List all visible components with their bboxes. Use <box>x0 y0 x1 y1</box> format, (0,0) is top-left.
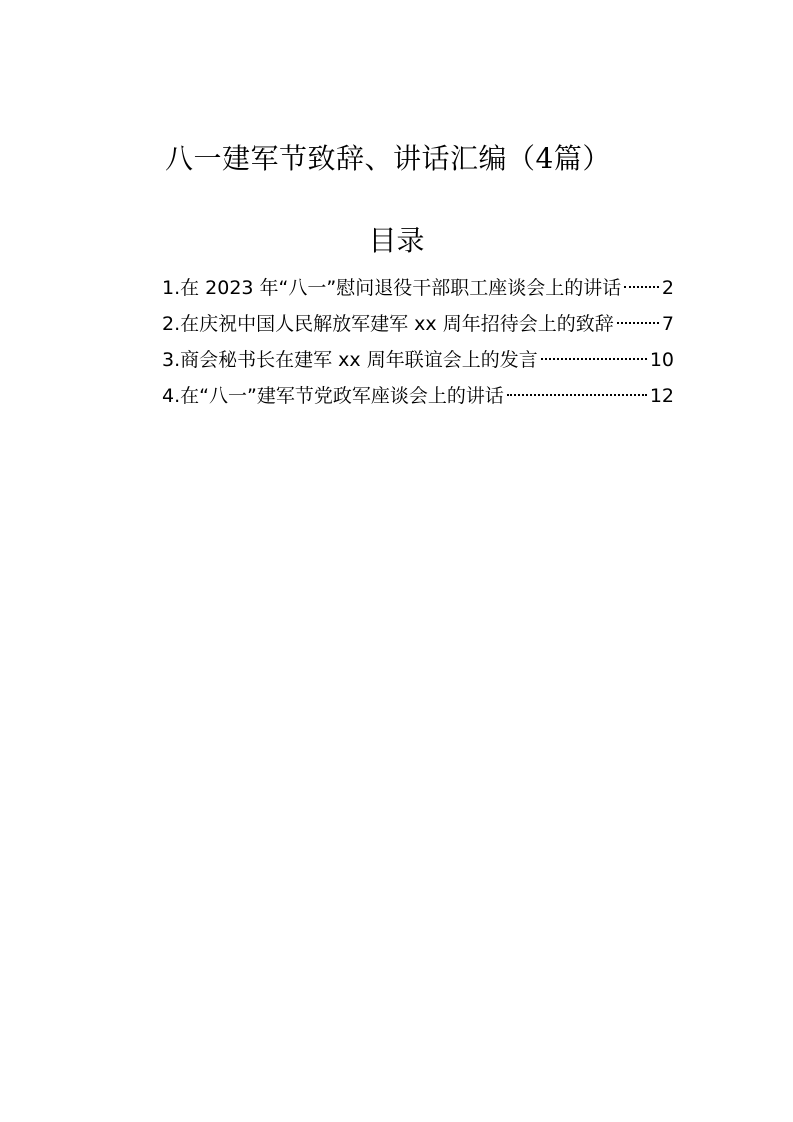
toc-entry-page: 2 <box>661 277 674 299</box>
toc-entry-text: 3.商会秘书长在建军 xx 周年联谊会上的发言 <box>162 349 538 371</box>
toc-entry-text: 4.在“八一”建军节党政军座谈会上的讲话 <box>162 385 504 407</box>
toc-entry-3[interactable] <box>162 342 674 378</box>
table-of-contents <box>162 270 674 414</box>
toc-entry-page: 7 <box>661 313 674 335</box>
document-title: 八一建军节致辞、讲话汇编（4篇） <box>165 142 611 175</box>
toc-dot-leader <box>507 394 647 396</box>
toc-heading: 目录 <box>368 224 425 257</box>
toc-dot-leader <box>624 286 659 288</box>
toc-entry-page: 10 <box>649 349 674 371</box>
toc-entry-text: 1.在 2023 年“八一”慰问退役干部职工座谈会上的讲话 <box>162 277 622 299</box>
toc-dot-leader <box>617 322 659 324</box>
toc-dot-leader <box>541 358 647 360</box>
toc-entry-text: 2.在庆祝中国人民解放军建军 xx 周年招待会上的致辞 <box>162 313 614 335</box>
toc-entry-page: 12 <box>649 385 674 407</box>
toc-entry-2[interactable] <box>162 306 674 342</box>
toc-entry-4[interactable] <box>162 378 674 414</box>
toc-entry-1[interactable] <box>162 270 674 306</box>
